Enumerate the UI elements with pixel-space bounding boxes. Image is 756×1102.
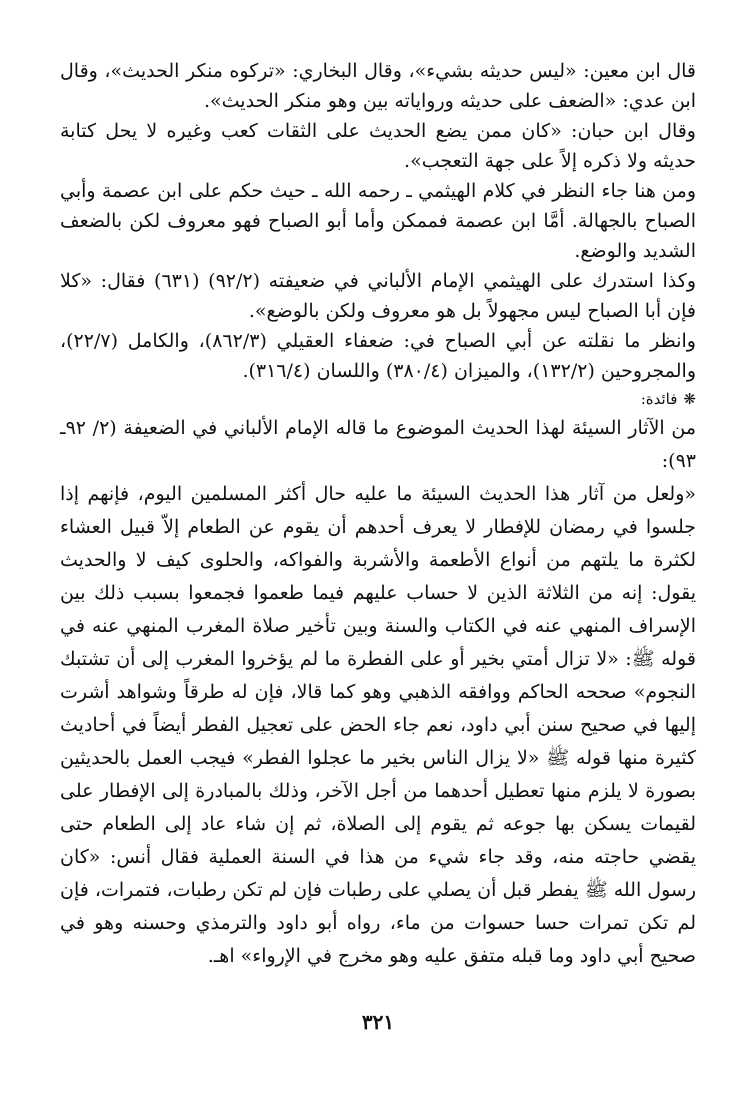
footnote-paragraph: وقال ابن حبان: «كان ممن يضع الحديث على الثقات كعب وغيره لا يحل كتابة حديثه ولا ذكره إلاً على جهة التعجب». [60, 120, 696, 172]
footnote-paragraph: قال ابن معين: «ليس حديثه بشيء»، وقال البخاري: «تركوه منكر الحديث»، وقال ابن عدي: «الضعف على حديثه ورواياته بين وهو منكر الحديث». [60, 60, 696, 112]
benefit-heading [60, 386, 696, 412]
footnote-paragraph: وكذا استدرك على الهيثمي الإمام الألباني في ضعيفته (٩٢/٢) (٦٣١) فقال: «كلا فإن أبا الصباح ليس مجهولاً بل هو معروف ولكن بالوضع». [60, 270, 696, 322]
footnote-section [60, 56, 696, 386]
benefit-heading-label: فائدة: [640, 390, 678, 408]
footnote-paragraph: وانظر ما نقلته عن أبي الصباح في: ضعفاء العقيلي (٨٦٢/٣)، والكامل (٢٢/٧)، والمجروحين (١٣٢/٢)، والميزان (٣٨٠/٤) واللسان (٣١٦/٤). [60, 330, 696, 382]
main-text [60, 412, 696, 973]
page-number: ٣٢١ [361, 1010, 395, 1034]
star-icon: ❋ [683, 390, 696, 408]
body-paragraph: من الآثار السيئة لهذا الحديث الموضوع ما قاله الإمام الألباني في الضعيفة (٢/ ٩٢ـ ٩٣): [60, 417, 696, 472]
footnote-paragraph: ومن هنا جاء النظر في كلام الهيثمي ـ رحمه الله ـ حيث حكم على ابن عصمة وأبي الصباح بالجهالة. أمَّا ابن عصمة فممكن وأما أبو الصباح فهو معروف لكن بالضعف الشديد والوضع. [60, 180, 696, 262]
body-paragraph: «ولعل من آثار هذا الحديث السيئة ما عليه حال أكثر المسلمين اليوم، فإنهم إذا جلسوا في رمضان للإفطار لا يعرف أحدهم أن يقوم عن الطعام إلاّ قبيل العشاء لكثرة ما يلتهم من أنواع الأطعمة والأشربة والفواكه، والحلوى كيف لا والحديث يقول: إنه من الثلاثة الذين لا حساب عليهم فيما طعموا فجمعوا بسبب ذلك بين الإسراف المنهي عنه في الكتاب والسنة وبين تأخير صلاة المغرب المنهي عنه في قوله ﷺ: «لا تزال أمتي بخير أو على الفطرة ما لم يؤخروا المغرب إلى أن تشتبك النجوم» صححه الحاكم ووافقه الذهبي وهو كما قالا، فإن له طرقاً وشواهد أشرت إليها في صحيح سنن أبي داود، نعم جاء الحض على تعجيل الفطر أيضاً في أحاديث كثيرة منها قوله ﷺ «لا يزال الناس بخير ما عجلوا الفطر» فيجب العمل بالحديثين بصورة لا يلزم منها تعطيل أحدهما من أجل الآخر، وذلك بالمبادرة إلى الإفطار على لقيمات يسكن بها جوعه ثم يقوم إلى الصلاة، ثم إن شاء عاد إلى الطعام حتى يقضي حاجته منه، وقد جاء شيء من هذا في السنة العملية فقال أنس: «كان رسول الله ﷺ يفطر قبل أن يصلي على رطبات فإن لم تكن رطبات، فتمرات، فإن لم تكن تمرات حسا حسوات من ماء، رواه أبو داود والترمذي وحسنه وهو في صحيح أبي داود وما قبله متفق عليه وهو مخرج في الإرواء» اهـ. [60, 483, 696, 967]
